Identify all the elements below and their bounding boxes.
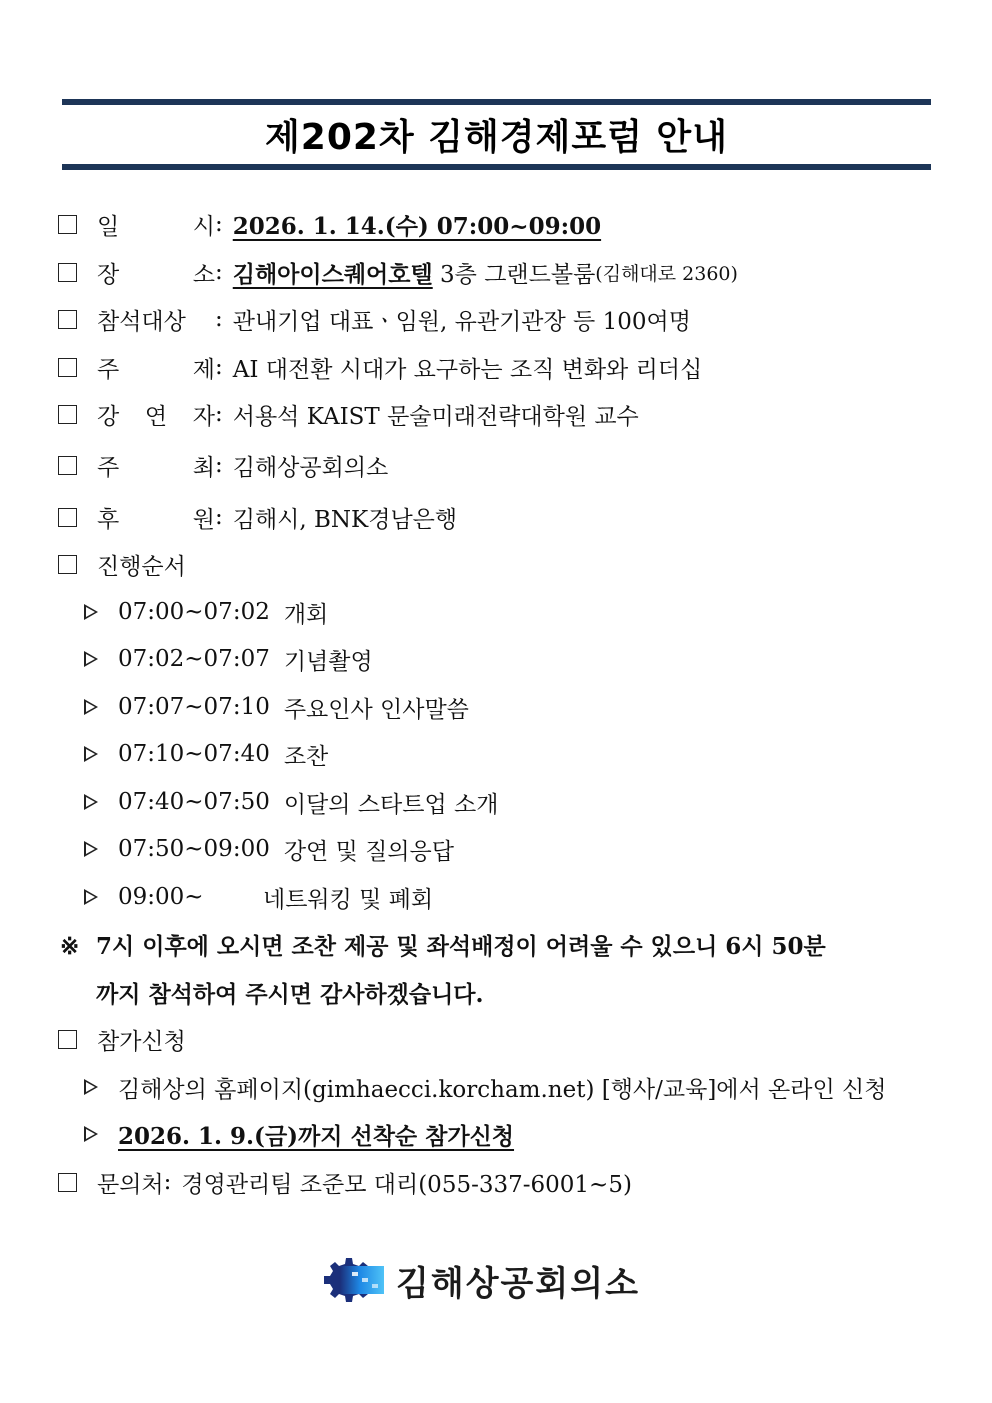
checkbox-square-icon: [58, 1030, 77, 1049]
contact-value: 경영관리팀 조준모 대리(055-337-6001~5): [181, 1171, 632, 1198]
triangle-bullet-icon: [84, 889, 98, 905]
program-item: [84, 785, 498, 819]
notice-line-2: [96, 976, 484, 1009]
program-desc: 기념촬영: [283, 648, 373, 675]
logo-text: 김해상공회의소: [396, 1263, 640, 1304]
checkbox-square-icon: [58, 508, 77, 527]
triangle-bullet-icon: [84, 604, 98, 620]
gear-logo-icon: [318, 1252, 384, 1308]
info-row-date: 일 시 : 2026. 1. 14.(수) 07:00~09:00: [58, 207, 601, 241]
program-desc: 강연 및 질의응답: [283, 838, 454, 865]
row-label: 일 시: [97, 213, 215, 240]
program-time: 07:02~07:07: [118, 646, 270, 672]
triangle-bullet-icon: [84, 746, 98, 762]
program-time: 07:07~07:10: [118, 694, 270, 720]
program-item: [84, 642, 373, 676]
registration-online: 김해상의 홈페이지(gimhaecci.korcham.net) [행사/교육]에서 온라인 신청: [118, 1076, 887, 1103]
program-desc: 주요인사 인사말씀: [283, 696, 469, 723]
registration-heading-row: [58, 1022, 186, 1056]
venue-name: 김해아이스퀘어호텔: [232, 260, 433, 288]
registration-item: [84, 1117, 514, 1151]
row-label: 참석대상: [97, 308, 186, 335]
program-desc: 조찬: [283, 743, 329, 770]
contact-row: 문의처 : 경영관리팀 조준모 대리(055-337-6001~5): [58, 1165, 632, 1199]
program-desc: 네트워킹 및 폐회: [263, 886, 434, 913]
program-item: [84, 880, 433, 914]
contact-label: 문의처: [97, 1171, 164, 1198]
info-row-speaker: 강 연 자 : 서용석 KAIST 문술미래전략대학원 교수: [58, 397, 639, 431]
program-heading-row: [58, 547, 186, 581]
registration-heading: 참가신청: [97, 1028, 186, 1055]
chamber-logo: [318, 1250, 658, 1310]
row-value: AI 대전환 시대가 요구하는 조직 변화와 리더십: [232, 356, 703, 383]
notice-text-2: 까지 참석하여 주시면 감사하겠습니다.: [96, 981, 484, 1008]
row-label: 강 연 자: [97, 403, 215, 430]
info-row-host: 주 최 : 김해상공회의소: [58, 448, 388, 482]
checkbox-square-icon: [58, 555, 77, 574]
registration-item: [84, 1070, 886, 1104]
program-desc: 개회: [283, 601, 329, 628]
checkbox-square-icon: [58, 215, 77, 234]
reference-mark-icon: ※: [60, 933, 80, 960]
program-time: 07:10~07:40: [118, 741, 270, 767]
program-desc: 이달의 스타트업 소개: [283, 791, 499, 818]
program-item: [84, 737, 328, 771]
title-rule-bottom: [62, 164, 931, 170]
row-value: 서용석 KAIST 문술미래전략대학원 교수: [232, 403, 639, 430]
triangle-bullet-icon: [84, 1079, 98, 1095]
program-item: [84, 832, 454, 866]
notice-text-1: 7시 이후에 오시면 조찬 제공 및 좌석배정이 어려울 수 있으니 6시 50분: [96, 933, 826, 960]
program-item: [84, 595, 328, 629]
info-row-audience: 참석대상 : 관내기업 대표ㆍ임원, 유관기관장 등 100여명: [58, 302, 691, 336]
row-value: 김해상공회의소: [232, 454, 389, 481]
program-time: 07:00~07:02: [118, 599, 270, 625]
checkbox-square-icon: [58, 1173, 77, 1192]
row-label: 후 원: [97, 506, 215, 533]
checkbox-square-icon: [58, 456, 77, 475]
venue-detail: 3층 그랜드볼룸: [432, 261, 596, 288]
notice-line-1: [60, 928, 826, 961]
program-item: [84, 690, 469, 724]
row-value: 김해시, BNK경남은행: [232, 506, 458, 533]
row-label: 주 제: [97, 356, 215, 383]
info-row-sponsor: 후 원 : 김해시, BNK경남은행: [58, 500, 457, 534]
triangle-bullet-icon: [84, 794, 98, 810]
info-row-venue: 장 소 : 김해아이스퀘어호텔 3층 그랜드볼룸 (김해대로 2360): [58, 255, 738, 289]
checkbox-square-icon: [58, 405, 77, 424]
program-heading: 진행순서: [97, 553, 186, 580]
triangle-bullet-icon: [84, 1126, 98, 1142]
row-value: 2026. 1. 14.(수) 07:00~09:00: [232, 212, 602, 240]
registration-deadline: 2026. 1. 9.(금)까지 선착순 참가신청: [118, 1122, 515, 1150]
venue-address: (김해대로 2360): [595, 262, 738, 285]
triangle-bullet-icon: [84, 699, 98, 715]
triangle-bullet-icon: [84, 651, 98, 667]
page-title: 제202차 김해경제포럼 안내: [265, 116, 728, 158]
info-row-topic: 주 제 : AI 대전환 시대가 요구하는 조직 변화와 리더십: [58, 350, 702, 384]
checkbox-square-icon: [58, 263, 77, 282]
row-value: 관내기업 대표ㆍ임원, 유관기관장 등 100여명: [232, 308, 691, 335]
program-time: 07:50~09:00: [118, 836, 270, 862]
checkbox-square-icon: [58, 310, 77, 329]
row-label: 주 최: [97, 454, 215, 481]
row-label: 장 소: [97, 261, 215, 288]
program-time: 09:00~: [118, 884, 204, 910]
program-time: 07:40~07:50: [118, 789, 270, 815]
checkbox-square-icon: [58, 358, 77, 377]
triangle-bullet-icon: [84, 841, 98, 857]
